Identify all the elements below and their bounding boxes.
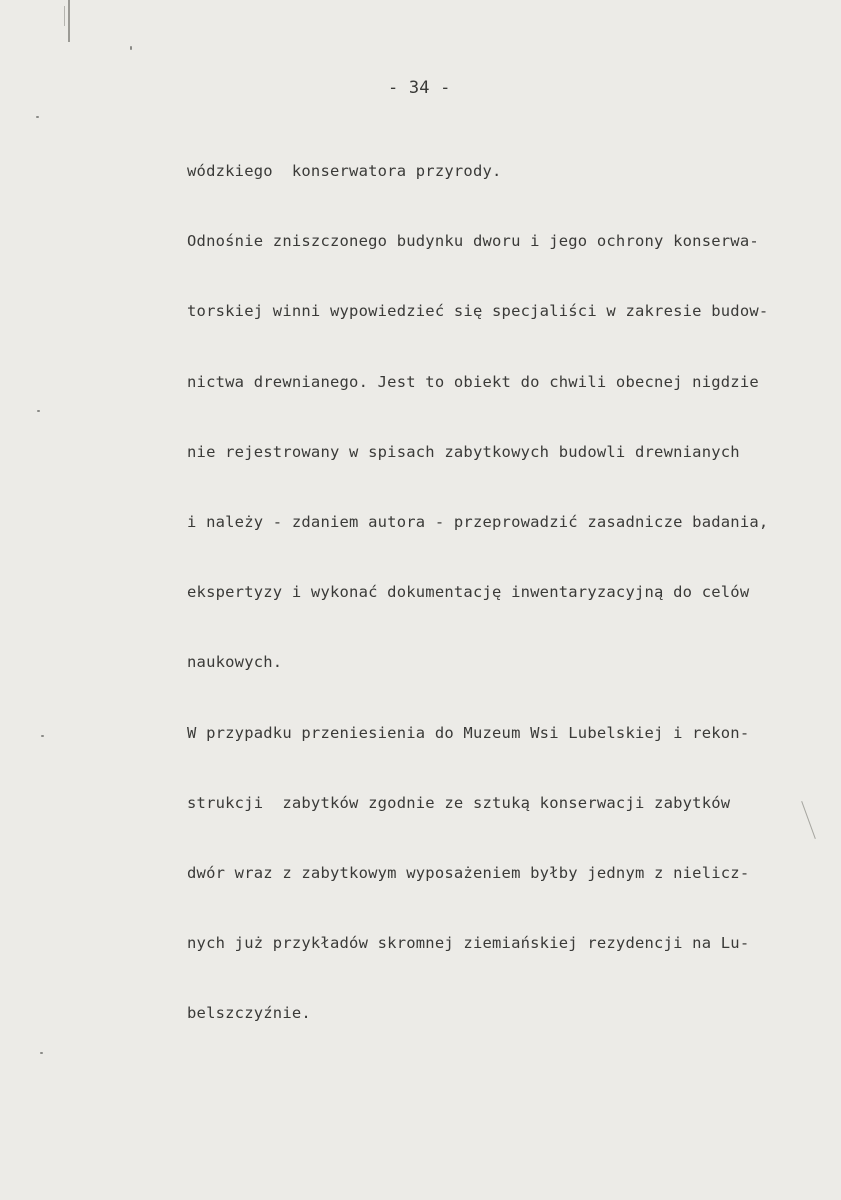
text-line: strukcji zabytków zgodnie ze sztuką konserwacji zabytków — [187, 793, 731, 812]
text-line: nie rejestrowany w spisach zabytkowych budowli drewnianych — [187, 442, 740, 461]
text-line: ekspertyzy i wykonać dokumentację inwentaryzacyjną do celów — [187, 583, 750, 602]
text-line: belszczyźnie. — [187, 1004, 311, 1023]
text-line: naukowych. — [187, 653, 283, 672]
text-line: nych już przykładów skromnej ziemiańskiej rezydencji na Lu- — [187, 934, 750, 953]
text-line: nictwa drewnianego. Jest to obiekt do chwili obecnej nigdzie — [187, 372, 759, 391]
body-text — [187, 118, 817, 1066]
binder-hole-mark — [68, 0, 70, 42]
margin-speck — [37, 410, 40, 412]
text-line: torskiej winni wypowiedzieć się specjaliści w zakresie budow- — [187, 302, 769, 321]
text-line: Odnośnie zniszczonego budynku dworu i jego ochrony konserwa- — [187, 232, 759, 251]
text-line: dwór wraz z zabytkowym wyposażeniem byłby jednym z nielicz- — [187, 863, 750, 882]
binder-hole-mark — [64, 6, 65, 26]
text-line: wódzkiego konserwatora przyrody. — [187, 162, 502, 180]
margin-speck — [130, 46, 132, 50]
page-number: - 34 - — [388, 78, 451, 98]
margin-speck — [36, 116, 39, 118]
margin-speck — [41, 735, 44, 737]
margin-speck — [40, 1052, 43, 1054]
text-line: i należy - zdaniem autora - przeprowadzić zasadnicze badania, — [187, 512, 769, 531]
text-line: W przypadku przeniesienia do Muzeum Wsi Lubelskiej i rekon- — [187, 723, 750, 742]
